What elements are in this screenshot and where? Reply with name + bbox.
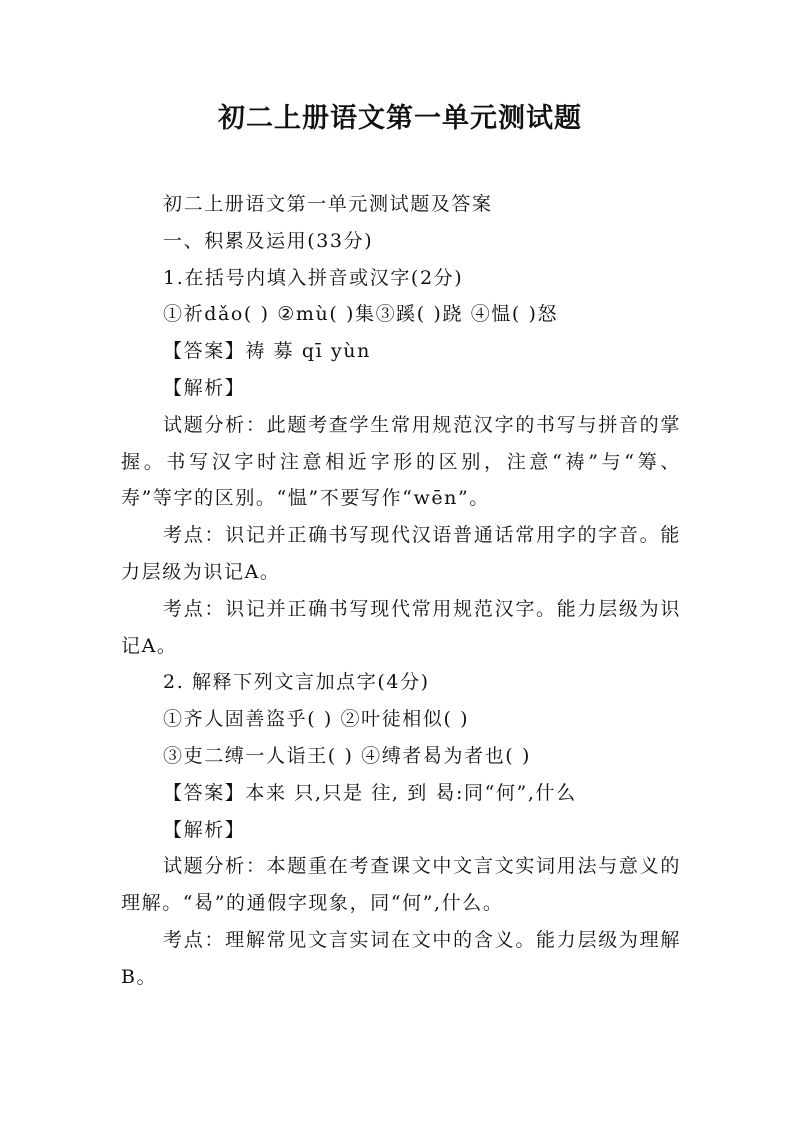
section-heading: 一、积累及运用(33分): [163, 229, 374, 252]
question-1-answer: 【答案】祷 募 qī yùn: [163, 340, 371, 363]
question-2-analysis: 试题分析：本题重在考查课文中文言文实词用法与意义的理解。“曷”的通假字现象，同“何”,什么。: [121, 855, 681, 915]
question-2-answer: 【答案】本来 只,只是 往, 到 曷:同“何”,什么: [163, 781, 577, 804]
document-title: 初二上册语文第一单元测试题: [218, 103, 582, 134]
question-1-items: ①祈dǎo( ) ②mù( )集③蹊( )跷 ④愠( )怒: [163, 303, 559, 326]
paragraph-subtitle: 初二上册语文第一单元测试题及答案: [163, 193, 493, 215]
question-1: 1.在括号内填入拼音或汉字(2分): [163, 266, 464, 289]
question-2-items-b: ③吏二缚一人诣王( ) ④缚者曷为者也( ): [163, 744, 531, 767]
document-body: [121, 186, 681, 996]
question-2-items-a: ①齐人固善盗乎( ) ②叶徒相似( ): [163, 708, 470, 731]
question-2-point: 考点：理解常见文言实词在文中的含义。能力层级为理解B。: [121, 928, 681, 988]
question-1-point-a: 考点：识记并正确书写现代汉语普通话常用字的字音。能力层级为识记A。: [121, 524, 681, 583]
question-2: 2. 解释下列文言加点字(4分): [163, 671, 430, 694]
question-1-analysis: 试题分析：此题考查学生常用规范汉字的书写与拼音的掌握。书写汉字时注意相近字形的区别，注意“祷”与“筹、寿”等字的区别。“愠”不要写作“wēn”。: [121, 413, 681, 510]
question-1-point-b: 考点：识记并正确书写现代常用规范汉字。能力层级为识记A。: [121, 597, 681, 657]
question-1-analysis-label: 【解析】: [163, 376, 246, 399]
question-2-analysis-label: 【解析】: [163, 818, 246, 841]
